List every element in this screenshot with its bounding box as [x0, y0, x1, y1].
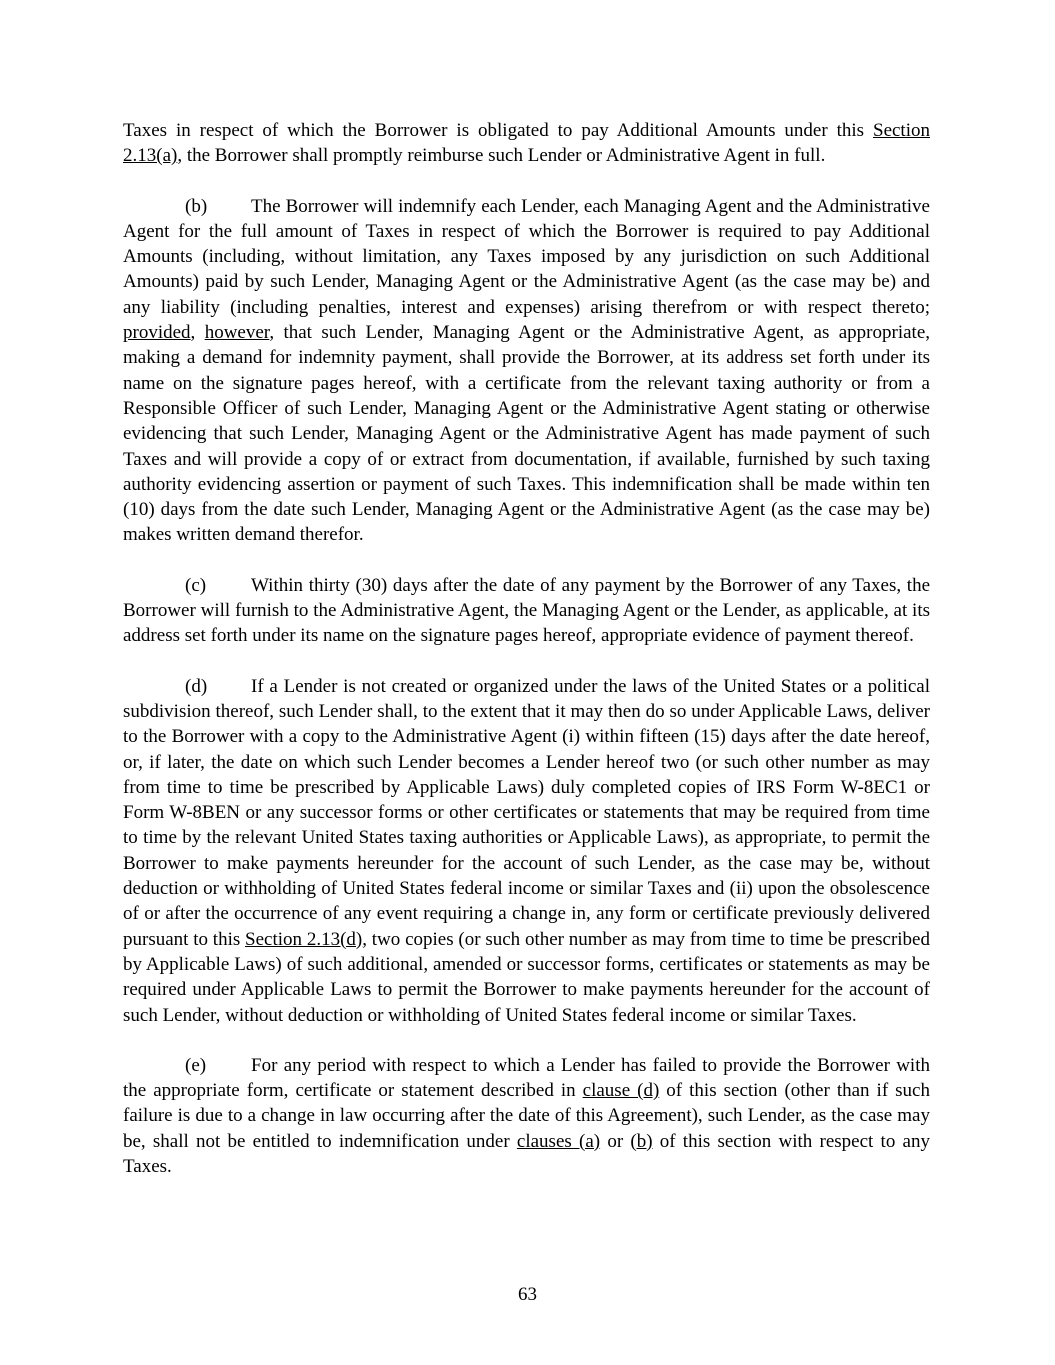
text-segment: , the Borrower shall promptly reimburse such Lender or Administrative Agent in full. — [177, 145, 826, 167]
text-segment: The Borrower will indemnify each Lender, each Managing Agent and the Administrative Agent for the full amount of Taxes in respect of which the Borrower is required to pay Additional Amounts (including, without limitation, any Taxes imposed by any jurisdiction on such Additional Amounts) paid by such Lender, Managing Agent or the Administrative Agent (as the case may be) and any liability (including penalties, interest and expenses) arising therefrom or with respect thereto; — [123, 195, 930, 318]
text-segment: Within thirty (30) days after the date of any payment by the Borrower of any Taxes, the Borrower will furnish to the Administrative Agent, the Managing Agent or the Lender, as applicable, at its address set forth under its name on the signature pages hereof, appropriate evidence of payment thereof. — [123, 574, 930, 647]
paragraph-d — [123, 674, 930, 1028]
underlined-text: provided — [123, 322, 191, 344]
underlined-text: Section 2.13(a) — [123, 120, 930, 167]
text-segment: , two copies (or such other number as may from time to time be prescribed by Applicable Laws) of such additional, amended or successor forms, certificates or statements as may be required under Applicable Laws to permit the Borrower to make payments hereunder for the account of such Lender, without deduction or withholding of United States federal income or similar Taxes. — [123, 928, 930, 1026]
paragraph-label: (b) — [185, 195, 208, 217]
underlined-text: Section 2.13(d) — [245, 928, 363, 950]
text-segment: , — [190, 322, 205, 344]
paragraph-label: (c) — [185, 574, 207, 596]
underlined-text: however — [204, 322, 270, 344]
text-segment: of this section (other than if such failure is due to a change in law occurring after the date of this Agreement), such Lender, as the case may be, shall not be entitled to indemnification under — [123, 1080, 930, 1152]
underlined-text: clause (d) — [582, 1080, 660, 1102]
underlined-text: (b) — [630, 1130, 653, 1152]
text-segment: Taxes in respect of which the Borrower is obligated to pay Additional Amounts under this — [123, 120, 873, 141]
paragraph-label: (d) — [185, 675, 208, 697]
underlined-text: clauses (a) — [516, 1130, 601, 1152]
text-segment: of this section with respect to any Taxes. — [123, 1130, 930, 1177]
page-number: 63 — [518, 1283, 537, 1305]
text-segment: , that such Lender, Managing Agent or the Administrative Agent, as appropriate, making a demand for indemnity payment, shall provide the Borrower, at its address set forth under its name on the signature pages hereof, with a certificate from the relevant taxing authority or from a Responsible Officer of such Lender, Managing Agent or the Administrative Agent stating or otherwise evidencing that such Lender, Managing Agent or the Administrative Agent has made payment of such Taxes and will provide a copy of or extract from documentation, if available, furnished by such taxing authority evidencing assertion or payment of such Taxes. This indemnification shall be made within ten (10) days from the date such Lender, Managing Agent or the Administrative Agent (as the case may be) makes written demand therefor. — [123, 322, 931, 546]
text-segment: If a Lender is not created or organized under the laws of the United States or a political subdivision thereof, such Lender shall, to the extent that it may then do so under Applicable Laws, deliver to the Borrower with a copy to the Administrative Agent (i) within fifteen (15) days after the date hereof, or, if later, the date on which such Lender becomes a Lender hereof two (or such other number as may from time to time be prescribed by Applicable Laws) duly completed copies of IRS Form W-8EC1 or Form W-8BEN or any successor forms or other certificates or statements that may be required from time to time by the relevant United States taxing authorities or Applicable Laws), as appropriate, to permit the Borrower to make payments hereunder for the account of such Lender, as the case may be, without deduction or withholding of United States federal income or similar Taxes and (ii) upon the obsolescence of or after the occurrence of any event requiring a change in, any form or certificate previously delivered pursuant to this — [123, 675, 930, 950]
paragraph-label: (e) — [185, 1054, 207, 1076]
document-body — [123, 118, 930, 1179]
paragraph-continuation — [123, 118, 930, 169]
text-segment: For any period with respect to which a Lender has failed to provide the Borrower with the appropriate form, certificate or statement described in — [123, 1054, 930, 1102]
paragraph-b — [123, 194, 930, 548]
paragraph-c — [123, 573, 930, 649]
text-segment: or — [600, 1130, 631, 1152]
paragraph-e — [123, 1053, 930, 1179]
